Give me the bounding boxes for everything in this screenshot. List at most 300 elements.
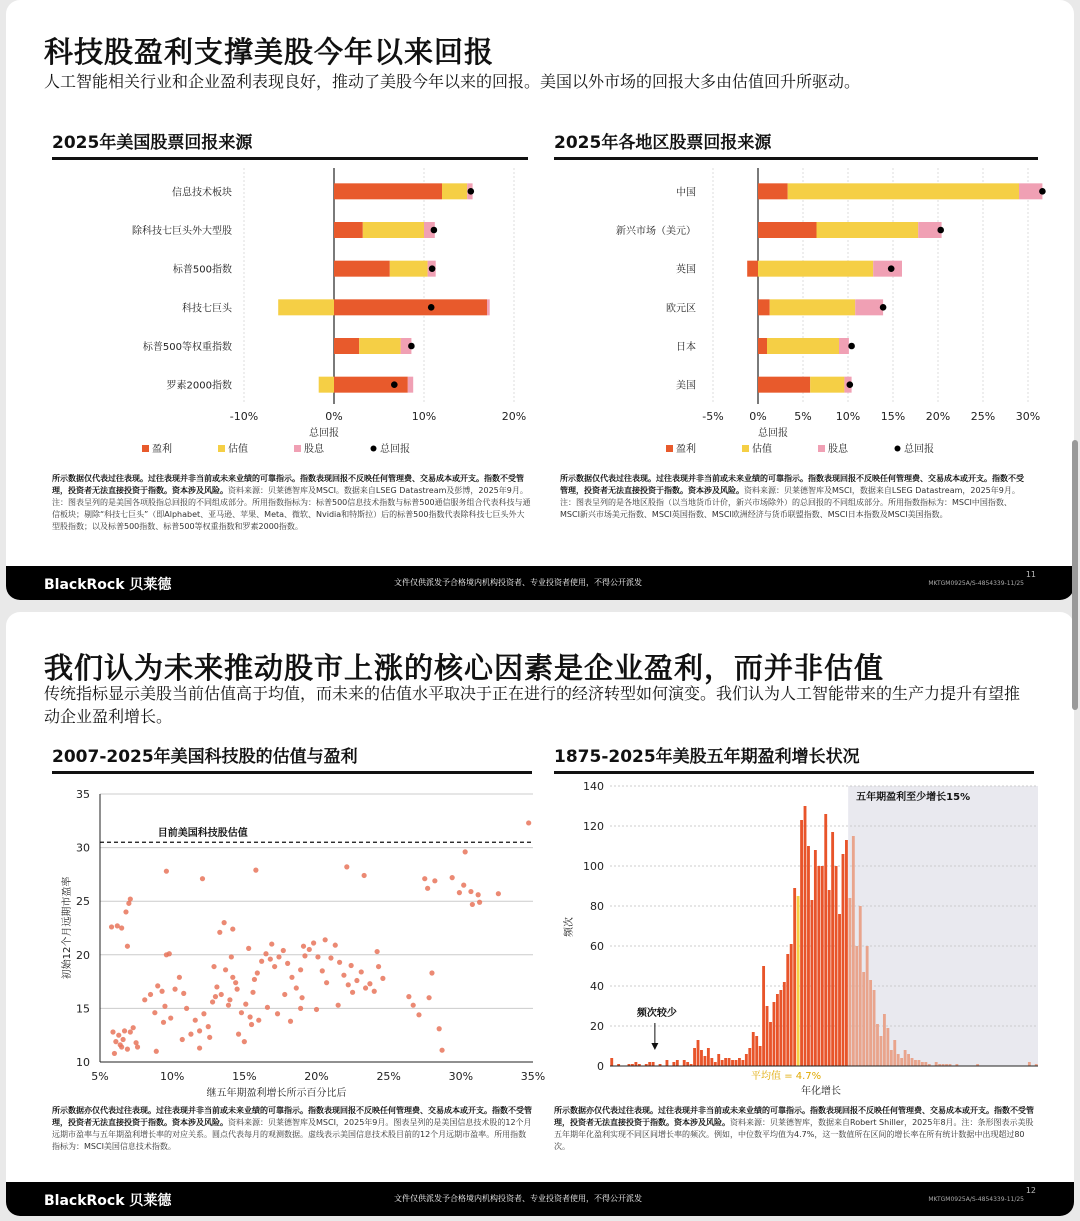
scatter-point [477,900,482,905]
x-tick-label: 10% [835,410,861,423]
histogram-bar [831,832,834,1066]
scatter-point [496,891,501,896]
scatter-point [248,1014,253,1019]
histogram-bar [893,1040,896,1066]
scatter-point [333,943,338,948]
scatter-point [222,920,227,925]
y-axis-label: 频次 [564,917,575,937]
scatter-point [323,937,328,942]
footer-code: MKTGM0925A/S-4854339-11/25 [928,580,1024,587]
histogram-bar [710,1058,713,1066]
scatter-point [125,1047,130,1052]
category-label: 英国 [676,264,696,276]
histogram-bar [741,1060,744,1066]
footer-disclaimer: 文件仅供派发予合格境内机构投资者、专业投资者使用，不得公开派发 [394,1194,642,1203]
category-label: 新兴市场（美元） [616,226,696,237]
scatter-point [272,964,277,969]
scatter-point [411,1003,416,1008]
scatter-point [243,1002,248,1007]
scatter-point [526,820,531,825]
legend-swatch [218,445,225,452]
y-tick-label: 30 [76,841,90,855]
x-axis-label: 总回报 [309,428,339,439]
scatter-point [226,1003,231,1008]
histogram-bar [728,1058,731,1066]
scatter-point [281,948,286,953]
histogram-bar [862,972,865,1066]
scatter-point [210,999,215,1004]
us-returns-chart [6,160,540,470]
chart-title-earnings-growth: 1875-2025年美股五年期盈利增长状况 [554,742,1034,774]
histogram-bar [707,1048,710,1066]
scatter-point [239,1010,244,1015]
scatter-point [207,1035,212,1040]
scatter-point [349,963,354,968]
histogram-bar [724,1058,727,1066]
scatter-point [375,949,380,954]
scatter-point [177,975,182,980]
y-tick-label: 140 [583,780,604,793]
scatter-point [380,976,385,981]
scatter-point [350,990,355,995]
scatter-point [230,926,235,931]
scatter-point [301,944,306,949]
histogram-bar [717,1054,720,1066]
x-tick-label: 25% [376,1070,401,1083]
scatter-point [341,973,346,978]
y-axis-label: 初始12个月远期市盈率 [62,876,73,980]
scatter-point [406,994,411,999]
page-subtitle: 传统指标显示美股当前估值高于均值，而未来的估值水平取决于正在进行的经济转型如何演变。我们认为人工智能带来的生产力提升有望推动企业盈利增长。 [44,684,1021,726]
x-tick-label: 15% [880,410,906,423]
source-note-right: 所示数据仅代表过往表现。过往表现并非当前或未来业绩的可靠指示。指数表现回报不反映任何管理费、交易成本或开支。指数不受管理，投资者无法直接投资于指数。资本涉及风险。资料来源：贝莱德智库及MSCI，数据来自LSEG Datastream，2025年9月。注：图表呈列的是各地区股指（以当地货币计价，新兴市场除外）的总回报的不同组成部分。所用指数指标为：MSCI中国指数、MSCI新兴市场美元指数、MSCI英国指数、MSCI欧洲经济与货币联盟指数、MSCI日本指数及MSCI美国指数。 [560,474,1024,519]
page-title: 科技股盈利支撑美股今年以来回报 [44,35,495,69]
scatter-point [429,970,434,975]
bar-估值 [788,183,1019,199]
tech-valuation-scatter [6,772,546,1102]
source-note-right: 所示数据亦仅代表过往表现。过往表现并非当前或未来业绩的可靠指示。指数表现回报不反映任何管理费、交易成本或开支。指数不受管理，投资者无法直接投资于指数。资本涉及风险。资料来源：贝莱德智库，数据来自Robert Shiller，2025年8月。注：条形图表示美股五年期年化盈利实现不同区间增长率的频次。例如，中位数平均值为4.7%，这一数值所在区间的增长率在所有统计数据中出现超过80次。 [554,1106,1034,1151]
histogram-bar [924,1062,927,1066]
histogram-bar [610,1058,613,1066]
scatter-point [110,1029,115,1034]
scatter-point [367,981,372,986]
scatter-point [223,967,228,972]
histogram-bar [738,1058,741,1066]
scatter-point [235,987,240,992]
bar-盈利 [334,222,363,238]
histogram-bar [748,1048,751,1066]
chart-title-tech-valuation: 2007-2025年美国科技股的估值与盈利 [52,742,532,774]
footer-disclaimer: 文件仅供派发予合格境内机构投资者、专业投资者使用，不得公开派发 [394,578,642,587]
histogram-bar [697,1040,700,1066]
scatter-point [359,969,364,974]
scatter-point [299,995,304,1000]
category-label: 罗素2000指数 [166,380,232,392]
histogram-bar [683,1060,686,1066]
total-return-dot [1039,188,1046,195]
bar-估值 [770,299,856,315]
scatter-point [112,1051,117,1056]
bar-盈利 [758,377,810,393]
scatter-point [172,987,177,992]
histogram-bar [714,1062,717,1066]
legend-label: 估值 [752,444,772,455]
scatter-point [346,982,351,987]
scatter-point [161,1020,166,1025]
histogram-bar [755,1036,758,1066]
legend-label: 总回报 [904,444,934,455]
scatter-point [426,995,431,1000]
bar-估值 [319,377,334,393]
scatter-point [197,1028,202,1033]
scatter-point [242,1039,247,1044]
bar-估值 [817,222,919,238]
legend-label: 股息 [828,444,848,455]
scatter-point [180,1037,185,1042]
scatter-point [336,1003,341,1008]
histogram-bar [759,1046,762,1066]
histogram-bar [852,836,855,1066]
scatter-point [200,876,205,881]
histogram-bar [769,1022,772,1066]
histogram-bar [735,1060,738,1066]
scatter-point [275,1011,280,1016]
scatter-point [425,886,430,891]
scatter-point [230,975,235,980]
y-tick-label: 15 [76,1002,90,1016]
histogram-bar [900,1058,903,1066]
x-tick-label: 15% [232,1070,257,1083]
bar-盈利 [758,183,788,199]
x-tick-label: -5% [702,410,724,423]
scatter-point [181,991,186,996]
x-axis-label: 年化增长 [801,1086,841,1097]
legend-swatch [142,445,149,452]
bar-股息 [873,261,902,277]
scatter-point [320,968,325,973]
page-number: 12 [1025,1186,1036,1195]
bar-估值 [363,222,424,238]
scatter-point [269,941,274,946]
histogram-bar [793,888,796,1066]
legend-label: 总回报 [380,444,410,455]
legend-swatch [371,446,377,452]
scatter-point [288,1019,293,1024]
histogram-bar [634,1062,637,1066]
scatter-point [162,1004,167,1009]
scatter-point [193,1018,198,1023]
legend-label: 股息 [304,444,324,455]
category-label: 美国 [676,380,696,392]
bar-盈利 [758,222,817,238]
scatter-point [116,1033,121,1038]
histogram-bar [790,944,793,1066]
category-label: 中国 [676,187,696,199]
bar-估值 [758,261,873,277]
histogram-bar [911,1058,914,1066]
y-tick-label: 20 [76,948,90,962]
bar-盈利 [334,261,390,277]
histogram-bar [666,1060,669,1066]
histogram-bar [876,1024,879,1066]
histogram-bar [886,1028,889,1066]
histogram-bar [814,850,817,1066]
scatter-point [256,1018,261,1023]
x-axis-label: 继五年期盈利增长所示百分比后 [206,1088,347,1099]
bar-估值 [278,299,334,315]
scatter-point [219,992,224,997]
scatter-point [324,980,329,985]
scatter-point [298,1006,303,1011]
scatter-point [476,892,481,897]
histogram-bar [731,1060,734,1066]
scatter-point [362,873,367,878]
scatter-point [211,964,216,969]
slide-12 [6,612,1074,1216]
y-tick-label: 40 [590,980,604,993]
legend-swatch [818,445,825,452]
scatter-point [229,954,234,959]
scatter-point [250,990,255,995]
category-label: 标普500等权重指数 [142,342,232,353]
footer [6,1182,1074,1216]
histogram-bar [652,1062,655,1066]
histogram-bar [917,1060,920,1066]
x-tick-label: -10% [229,410,259,423]
scatter-point [119,925,124,930]
scatter-point [159,989,164,994]
scatter-point [463,849,468,854]
scatter-point [298,967,303,972]
x-tick-label: 0% [325,410,343,423]
legend-swatch [742,445,749,452]
histogram-bar [1028,1062,1031,1066]
scatter-point [126,901,131,906]
scatter-point [422,876,427,881]
scatter-point [128,1029,133,1034]
histogram-bar [859,906,862,1066]
bar-估值 [767,338,839,354]
earnings-growth-histogram [546,772,1046,1102]
category-label: 日本 [676,342,696,353]
x-tick-label: 5% [91,1070,109,1083]
category-label: 标普500指数 [172,264,232,276]
scatter-point [468,889,473,894]
scatter-point [213,994,218,999]
footer [6,566,1074,600]
histogram-bar [835,866,838,1066]
histogram-bar [745,1054,748,1066]
histogram-bar [890,1050,893,1066]
scatter-point [416,1012,421,1017]
bar-股息 [408,377,413,393]
histogram-bar [845,840,848,1066]
chart-title-us-returns: 2025年美国股票回报来源 [52,128,528,160]
scatter-point [206,1024,211,1029]
category-label: 欧元区 [666,303,696,315]
x-tick-label: 20% [501,410,527,423]
category-label: 除科技七巨头外大型股 [132,226,232,237]
total-return-dot [880,304,887,311]
total-return-dot [429,265,436,272]
histogram-bar [914,1060,917,1066]
legend-label: 盈利 [152,444,172,455]
total-return-dot [847,381,854,388]
scatter-point [142,997,147,1002]
category-label: 信息技术板块 [172,187,232,199]
y-tick-label: 25 [76,895,90,909]
blackrock-logo: BlackRock 贝莱德 [44,577,172,593]
source-note-left: 所示数据亦仅代表过往表现。过往表现并非当前或未来业绩的可靠指示。指数表现回报不反映任何管理费、交易成本或开支。指数不受管理，投资者无法直接投资于指数。资本涉及风险。资料来源：贝莱德智库及MSCI，2025年9月。图表呈列的是美国信息技术股的12个月远期市盈率与五年期盈利增长率的对应关系。圆点代表每月的观测数据。虚线表示美国信息技术股目前的12个月远期市盈率。所用指数指标为：MSCI美国信息技术指数。 [52,1106,532,1151]
scatter-point [337,960,342,965]
legend-swatch [666,445,673,452]
scatter-point [276,954,281,959]
scatter-point [268,956,273,961]
histogram-bar [693,1048,696,1066]
scatter-point [217,930,222,935]
scatter-point [294,985,299,990]
scatter-point [131,1025,136,1030]
scatter-point [148,992,153,997]
mean-label: 平均值 = 4.7% [751,1071,822,1082]
x-tick-label: 0% [749,410,767,423]
histogram-bar [766,1006,769,1066]
bar-股息 [487,299,490,315]
scatter-point [263,951,268,956]
x-tick-label: 10% [159,1070,185,1083]
bar-股息 [839,338,849,354]
scatter-point [214,984,219,989]
legend-label: 盈利 [676,444,696,455]
scatter-point [118,1042,123,1047]
histogram-bar [821,866,824,1066]
scatter-point [285,961,290,966]
total-return-dot [431,227,438,234]
total-return-dot [937,227,944,234]
x-tick-label: 20% [304,1070,329,1083]
scatter-point [227,997,232,1002]
scatter-point [249,1022,254,1027]
x-tick-label: 20% [925,410,951,423]
bar-股息 [855,299,883,315]
histogram-bar [721,1060,724,1066]
scatter-point [259,959,264,964]
scatter-point [457,890,462,895]
histogram-bar [935,1062,938,1066]
scatter-point [152,1010,157,1015]
scatter-point [123,909,128,914]
total-return-dot [888,265,895,272]
scatter-point [246,946,251,951]
histogram-bar [672,1062,675,1066]
scatter-point [168,1015,173,1020]
scatter-point [363,985,368,990]
scatter-point [265,1005,270,1010]
histogram-bar [800,820,803,1066]
bar-盈利 [747,261,758,277]
scatter-point [344,864,349,869]
bar-股息 [1019,183,1042,199]
x-tick-label: 25% [970,410,996,423]
scatter-point [120,1037,125,1042]
y-tick-label: 60 [590,940,604,953]
histogram-bar [752,1032,755,1066]
total-return-dot [428,304,435,311]
histogram-bar [773,1002,776,1066]
histogram-bar [817,866,820,1066]
shaded-region-label: 五年期盈利至少增长15% [856,792,971,803]
legend-label: 估值 [228,444,248,455]
scrollbar[interactable] [1072,440,1078,710]
histogram-bar [842,854,845,1066]
total-return-dot [848,343,855,350]
current-valuation-label: 目前美国科技股估值 [157,828,248,840]
histogram-bar [855,946,858,1066]
bar-盈利 [334,338,359,354]
histogram-bar [907,1054,910,1066]
region-returns-chart [540,160,1074,470]
blackrock-logo: BlackRock 贝莱德 [44,1193,172,1209]
x-tick-label: 30% [1015,410,1041,423]
x-tick-label: 5% [794,410,812,423]
bar-盈利 [334,183,442,199]
histogram-bar [804,806,807,1066]
scatter-point [201,1011,206,1016]
scatter-point [164,869,169,874]
histogram-bar [824,814,827,1066]
scatter-point [167,951,172,956]
histogram-bar [880,1036,883,1066]
x-tick-label: 35% [520,1070,546,1083]
page-title: 我们认为未来推动股市上涨的核心因素是企业盈利，而并非估值 [44,651,885,685]
scatter-point [255,970,260,975]
scatter-point [328,955,333,960]
histogram-bar [848,898,851,1066]
histogram-bar [807,846,810,1066]
chart-title-region-returns: 2025年各地区股票回报来源 [554,128,1038,160]
scatter-point [289,975,294,980]
scatter-point [439,1048,444,1053]
histogram-bar [921,1062,924,1066]
scatter-point [233,980,238,985]
histogram-bar [686,1062,689,1066]
total-return-dot [468,188,475,195]
scatter-point [315,954,320,959]
scatter-point [188,1032,193,1037]
scatter-point [113,1039,118,1044]
y-tick-label: 0 [597,1060,604,1073]
footer-code: MKTGM0925A/S-4854339-11/25 [928,1196,1024,1203]
scatter-point [450,875,455,880]
scatter-point [125,944,130,949]
histogram-bar [762,966,765,1066]
bar-盈利 [334,299,487,315]
category-label: 科技七巨头 [182,303,232,315]
scatter-point [372,989,377,994]
scatter-point [311,940,316,945]
scatter-point [197,1045,202,1050]
scatter-point [122,1028,127,1033]
y-tick-label: 120 [583,820,604,833]
source-note-left: 所示数据仅代表过往表现。过往表现并非当前或未来业绩的可靠指示。指数表现回报不反映任何管理费、交易成本或开支。指数不受管理，投资者无法直接投资于指数。资本涉及风险。资料来源：贝莱德智库及MSCI。数据来自LSEG Datastream及彭博，2025年9月。注：图表呈列的是美国各项股指总回报的不同组成部分。所用指数指标为：标普500信息技术指数与标普500通信服务组合代表科技与通信板块；剔除“科技七巨头”（即Alphabet、亚马逊、苹果、Meta、微软、Nvidia和特斯拉）后的标普500指数代表除科技七巨头外大型股指数；以及标普500指数、标普500等权重指数和罗素2000指数。 [52,474,531,531]
scatter-point [282,992,287,997]
histogram-bar [810,900,813,1066]
page-number: 11 [1025,570,1036,579]
y-tick-label: 35 [76,788,90,801]
scatter-point [307,947,312,952]
scatter-point [314,1007,319,1012]
histogram-bar [648,1062,651,1066]
